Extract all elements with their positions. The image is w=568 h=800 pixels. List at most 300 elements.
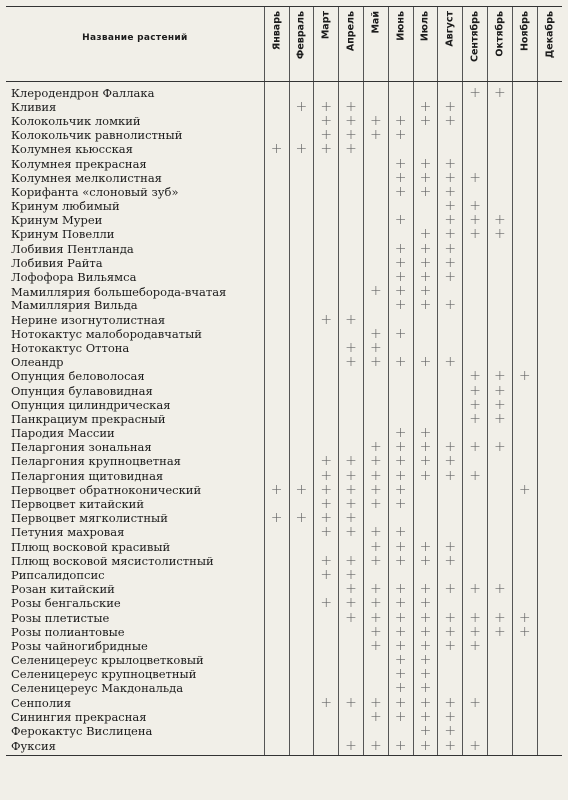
month-cell	[289, 739, 314, 756]
plant-name-cell: Розы полиантовые	[11, 625, 125, 639]
plant-name-cell: Первоцвет китайский	[11, 497, 144, 512]
flowering-mark: +	[444, 723, 457, 740]
plant-name-cell: Селеницереус крупноцветный	[11, 667, 197, 682]
month-cell	[363, 370, 388, 384]
month-cell	[289, 256, 314, 270]
flowering-mark: +	[469, 368, 481, 385]
flowering-mark: +	[419, 552, 432, 569]
month-cell	[512, 242, 537, 256]
table-row	[6, 724, 562, 738]
month-cell	[388, 554, 413, 568]
month-cell	[537, 129, 562, 143]
flowering-mark: +	[295, 510, 308, 527]
month-cell	[363, 228, 388, 242]
month-cell	[463, 171, 488, 185]
month-cell	[289, 384, 314, 398]
month-cell	[488, 512, 513, 526]
month-cell	[537, 540, 562, 554]
flowering-mark: +	[394, 453, 407, 470]
month-cell	[438, 299, 463, 313]
month-cell	[264, 299, 289, 313]
flowering-mark: +	[419, 538, 432, 555]
flowering-mark: +	[419, 723, 432, 740]
month-cell	[388, 497, 413, 511]
month-cell	[289, 214, 314, 228]
month-cell	[463, 242, 488, 256]
month-cell	[488, 625, 513, 639]
plant-name-cell: Колумнея кьюсская	[11, 142, 133, 157]
month-cell	[413, 313, 438, 327]
month-cell	[413, 611, 438, 625]
month-cell	[314, 412, 339, 426]
flowering-mark: +	[469, 410, 481, 427]
month-cell	[339, 256, 364, 270]
month-column-header	[289, 7, 314, 82]
flowering-mark: +	[394, 694, 407, 711]
flowering-mark: +	[320, 694, 333, 711]
month-cell	[363, 299, 388, 313]
month-cell	[488, 228, 513, 242]
month-cell	[264, 668, 289, 682]
month-cell	[289, 639, 314, 653]
flowering-mark: +	[369, 623, 382, 640]
flowering-mark: +	[444, 694, 457, 711]
month-cell	[512, 639, 537, 653]
table-body	[6, 82, 562, 756]
month-cell	[339, 427, 364, 441]
flowering-mark: +	[394, 439, 407, 456]
month-cell	[488, 327, 513, 341]
month-cell	[413, 143, 438, 157]
month-cell	[363, 682, 388, 696]
month-cell	[289, 427, 314, 441]
month-cell	[289, 654, 314, 668]
month-cell	[314, 242, 339, 256]
month-cell	[363, 200, 388, 214]
month-cell	[463, 270, 488, 284]
plant-name-cell: Колумнея прекрасная	[11, 156, 147, 171]
flowering-mark: +	[295, 481, 308, 498]
flowering-mark: +	[518, 481, 531, 498]
month-column-header	[363, 7, 388, 82]
month-cell	[339, 398, 364, 412]
month-cell	[264, 214, 289, 228]
month-cell	[537, 512, 562, 526]
flowering-mark: +	[419, 155, 432, 172]
plant-name-cell: Плющ восковой красивый	[11, 540, 171, 554]
month-cell	[512, 270, 537, 284]
month-cell	[463, 554, 488, 568]
month-cell	[488, 455, 513, 469]
table-row	[6, 270, 562, 284]
flowering-mark: +	[369, 524, 382, 541]
month-cell	[289, 143, 314, 157]
table-row	[6, 583, 562, 597]
flowering-mark: +	[345, 694, 357, 711]
flowering-mark: +	[345, 98, 357, 115]
table-row	[6, 143, 562, 157]
month-cell	[512, 285, 537, 299]
month-cell	[512, 185, 537, 199]
plant-name-cell: Панкрациум прекрасный	[11, 412, 166, 426]
flowering-mark: +	[270, 510, 283, 527]
month-cell	[537, 597, 562, 611]
month-column-header	[463, 7, 488, 82]
month-cell	[264, 682, 289, 696]
month-cell	[537, 356, 562, 370]
month-cell	[413, 157, 438, 171]
month-cell	[363, 668, 388, 682]
table-row	[6, 469, 562, 483]
month-cell	[488, 540, 513, 554]
flowering-mark: +	[394, 212, 407, 229]
table-row	[6, 611, 562, 625]
month-cell	[289, 724, 314, 738]
flowering-mark: +	[320, 453, 333, 470]
month-cell	[463, 512, 488, 526]
month-column-header	[388, 7, 413, 82]
month-cell	[438, 327, 463, 341]
flowering-mark: +	[469, 694, 481, 711]
plant-name-cell: Олеандр	[11, 355, 64, 370]
month-cell	[488, 554, 513, 568]
plant-name-cell: Селеницереус Макдональда	[11, 681, 184, 696]
month-cell	[363, 654, 388, 668]
month-cell	[537, 412, 562, 426]
month-cell	[512, 100, 537, 114]
month-column-header	[488, 7, 513, 82]
month-cell	[537, 654, 562, 668]
month-cell	[488, 469, 513, 483]
month-cell	[264, 356, 289, 370]
month-cell	[488, 185, 513, 199]
month-cell	[537, 82, 562, 101]
month-cell	[289, 200, 314, 214]
month-cell	[537, 568, 562, 582]
month-cell	[314, 625, 339, 639]
month-column-header	[413, 7, 438, 82]
plant-name-cell: Колокольчик ломкий	[11, 114, 141, 128]
month-column-header	[314, 7, 339, 82]
month-cell	[512, 129, 537, 143]
month-cell	[264, 398, 289, 412]
month-cell	[463, 654, 488, 668]
month-cell	[413, 554, 438, 568]
month-cell	[438, 739, 463, 756]
flowering-mark: +	[419, 694, 432, 711]
month-cell	[289, 540, 314, 554]
month-cell	[388, 370, 413, 384]
flowering-mark: +	[444, 453, 457, 470]
month-cell	[438, 611, 463, 625]
month-cell	[264, 114, 289, 128]
plant-name-cell: Кринум любимый	[11, 199, 120, 214]
month-cell	[388, 739, 413, 756]
month-cell	[463, 441, 488, 455]
month-cell	[438, 469, 463, 483]
flowering-mark: +	[444, 623, 457, 640]
flowering-mark: +	[444, 169, 457, 186]
month-cell	[388, 398, 413, 412]
month-cell	[537, 696, 562, 710]
month-cell	[512, 327, 537, 341]
table-row	[6, 313, 562, 327]
month-cell	[488, 483, 513, 497]
month-cell	[264, 526, 289, 540]
month-cell	[289, 455, 314, 469]
month-cell	[512, 497, 537, 511]
flowering-mark: +	[320, 566, 333, 583]
flowering-mark: +	[369, 339, 382, 356]
plant-name-cell: Первоцвет мягколистный	[11, 511, 168, 526]
month-cell	[463, 100, 488, 114]
flowering-mark: +	[444, 198, 457, 215]
month-cell	[438, 583, 463, 597]
month-cell	[413, 82, 438, 101]
flowering-mark: +	[394, 112, 407, 129]
month-cell	[314, 256, 339, 270]
flowering-mark: +	[345, 552, 357, 569]
plant-name-cell: Лобивия Райта	[11, 256, 103, 270]
flowering-mark: +	[419, 98, 432, 115]
table-row	[6, 497, 562, 511]
flowering-mark: +	[419, 652, 432, 669]
month-cell	[488, 143, 513, 157]
month-cell	[537, 185, 562, 199]
month-cell	[512, 625, 537, 639]
table-row	[6, 441, 562, 455]
flowering-mark: +	[469, 212, 481, 229]
month-cell	[314, 185, 339, 199]
month-cell	[314, 341, 339, 355]
month-cell	[413, 724, 438, 738]
month-cell	[512, 256, 537, 270]
month-cell	[388, 327, 413, 341]
plant-name-cell: Мамиллярия большеборода-вчатая	[11, 284, 227, 299]
month-cell	[463, 469, 488, 483]
month-cell	[512, 214, 537, 228]
month-column-header	[537, 7, 562, 82]
flowering-mark: +	[419, 425, 432, 442]
month-cell	[264, 256, 289, 270]
month-cell	[488, 668, 513, 682]
month-cell	[438, 724, 463, 738]
month-cell	[537, 639, 562, 653]
month-cell	[537, 100, 562, 114]
month-cell	[339, 412, 364, 426]
month-cell	[289, 554, 314, 568]
month-cell	[438, 398, 463, 412]
month-cell	[512, 668, 537, 682]
flowering-mark: +	[494, 84, 506, 101]
month-cell	[463, 540, 488, 554]
table-row	[6, 597, 562, 611]
month-cell	[314, 427, 339, 441]
month-cell	[488, 639, 513, 653]
table-row	[6, 370, 562, 384]
month-label: Июль	[419, 11, 431, 42]
flowering-mark: +	[394, 254, 407, 271]
month-cell	[314, 724, 339, 738]
month-cell	[537, 526, 562, 540]
plant-name-cell: Розан китайский	[11, 582, 115, 597]
table-row	[6, 299, 562, 313]
flowering-mark: +	[320, 311, 333, 328]
month-cell	[388, 228, 413, 242]
month-cell	[339, 143, 364, 157]
month-cell	[537, 270, 562, 284]
month-cell	[488, 129, 513, 143]
month-cell	[314, 398, 339, 412]
flowering-mark: +	[394, 538, 407, 555]
month-cell	[488, 114, 513, 128]
month-cell	[289, 327, 314, 341]
month-cell	[488, 497, 513, 511]
month-cell	[314, 313, 339, 327]
month-cell	[438, 668, 463, 682]
month-cell	[289, 526, 314, 540]
month-cell	[339, 639, 364, 653]
flowering-mark: +	[444, 439, 457, 456]
month-cell	[463, 327, 488, 341]
flowering-mark: +	[419, 354, 432, 371]
month-cell	[512, 299, 537, 313]
table-row	[6, 114, 562, 128]
flowering-mark: +	[345, 609, 357, 626]
month-cell	[363, 129, 388, 143]
month-cell	[289, 341, 314, 355]
month-cell	[314, 82, 339, 101]
flowering-mark: +	[394, 467, 407, 484]
flowering-mark: +	[444, 240, 457, 257]
month-cell	[438, 639, 463, 653]
month-cell	[289, 583, 314, 597]
month-cell	[363, 455, 388, 469]
month-cell	[264, 82, 289, 101]
flowering-mark: +	[518, 623, 531, 640]
flowering-mark: +	[369, 453, 382, 470]
plant-name-cell: Мамиллярия Вильда	[11, 298, 138, 313]
month-label: Февраль	[295, 11, 307, 60]
month-cell	[438, 412, 463, 426]
plant-name-cell: Первоцвет обратноконический	[11, 483, 202, 497]
month-cell	[289, 370, 314, 384]
flowering-mark: +	[394, 425, 407, 442]
month-cell	[363, 242, 388, 256]
month-cell	[488, 100, 513, 114]
month-cell	[339, 185, 364, 199]
flowering-mark: +	[444, 212, 457, 229]
month-cell	[488, 710, 513, 724]
month-cell	[388, 724, 413, 738]
month-cell	[488, 313, 513, 327]
month-cell	[363, 256, 388, 270]
month-cell	[363, 554, 388, 568]
flowering-mark: +	[419, 269, 432, 286]
flowering-mark: +	[469, 467, 481, 484]
table-row	[6, 654, 562, 668]
month-cell	[488, 526, 513, 540]
table-row	[6, 256, 562, 270]
month-cell	[512, 682, 537, 696]
month-cell	[289, 412, 314, 426]
month-cell	[438, 483, 463, 497]
month-cell	[488, 597, 513, 611]
month-cell	[339, 611, 364, 625]
month-cell	[339, 313, 364, 327]
flowering-mark: +	[320, 552, 333, 569]
flowering-mark: +	[394, 609, 407, 626]
month-cell	[537, 398, 562, 412]
flowering-mark: +	[518, 609, 531, 626]
flowering-mark: +	[494, 410, 506, 427]
month-cell	[339, 696, 364, 710]
month-cell	[264, 611, 289, 625]
month-cell	[339, 356, 364, 370]
month-cell	[339, 270, 364, 284]
month-cell	[264, 724, 289, 738]
flowering-mark: +	[394, 481, 407, 498]
month-cell	[289, 597, 314, 611]
flowering-mark: +	[369, 581, 382, 598]
month-cell	[264, 270, 289, 284]
month-cell	[438, 497, 463, 511]
month-cell	[363, 710, 388, 724]
month-cell	[363, 639, 388, 653]
plant-name-cell: Нотокактус малобородавчатый	[11, 327, 202, 341]
month-cell	[512, 143, 537, 157]
month-cell	[537, 583, 562, 597]
month-cell	[339, 299, 364, 313]
flowering-mark: +	[419, 453, 432, 470]
table-row	[6, 285, 562, 299]
month-cell	[264, 370, 289, 384]
month-cell	[289, 611, 314, 625]
plant-name-cell: Пародия Массии	[11, 426, 115, 441]
flowering-mark: +	[345, 481, 357, 498]
month-cell	[438, 654, 463, 668]
month-cell	[537, 299, 562, 313]
month-cell	[488, 412, 513, 426]
month-cell	[488, 441, 513, 455]
month-column-header	[339, 7, 364, 82]
month-label: Декабрь	[544, 11, 556, 59]
month-cell	[339, 455, 364, 469]
month-cell	[537, 327, 562, 341]
month-cell	[488, 696, 513, 710]
month-label: Апрель	[345, 11, 357, 52]
month-cell	[363, 398, 388, 412]
month-cell	[289, 356, 314, 370]
flowering-mark: +	[345, 467, 357, 484]
month-cell	[314, 143, 339, 157]
plant-name-cell: Пеларгония зональная	[11, 440, 152, 455]
flowering-mark: +	[369, 738, 382, 755]
flowering-mark: +	[394, 269, 407, 286]
month-cell	[289, 512, 314, 526]
month-cell	[289, 242, 314, 256]
flowering-mark: +	[469, 226, 481, 243]
table-row	[6, 242, 562, 256]
month-cell	[438, 228, 463, 242]
month-cell	[537, 668, 562, 682]
month-cell	[314, 299, 339, 313]
month-cell	[264, 710, 289, 724]
month-cell	[339, 157, 364, 171]
month-cell	[339, 724, 364, 738]
month-cell	[289, 171, 314, 185]
flowering-mark: +	[394, 354, 407, 371]
